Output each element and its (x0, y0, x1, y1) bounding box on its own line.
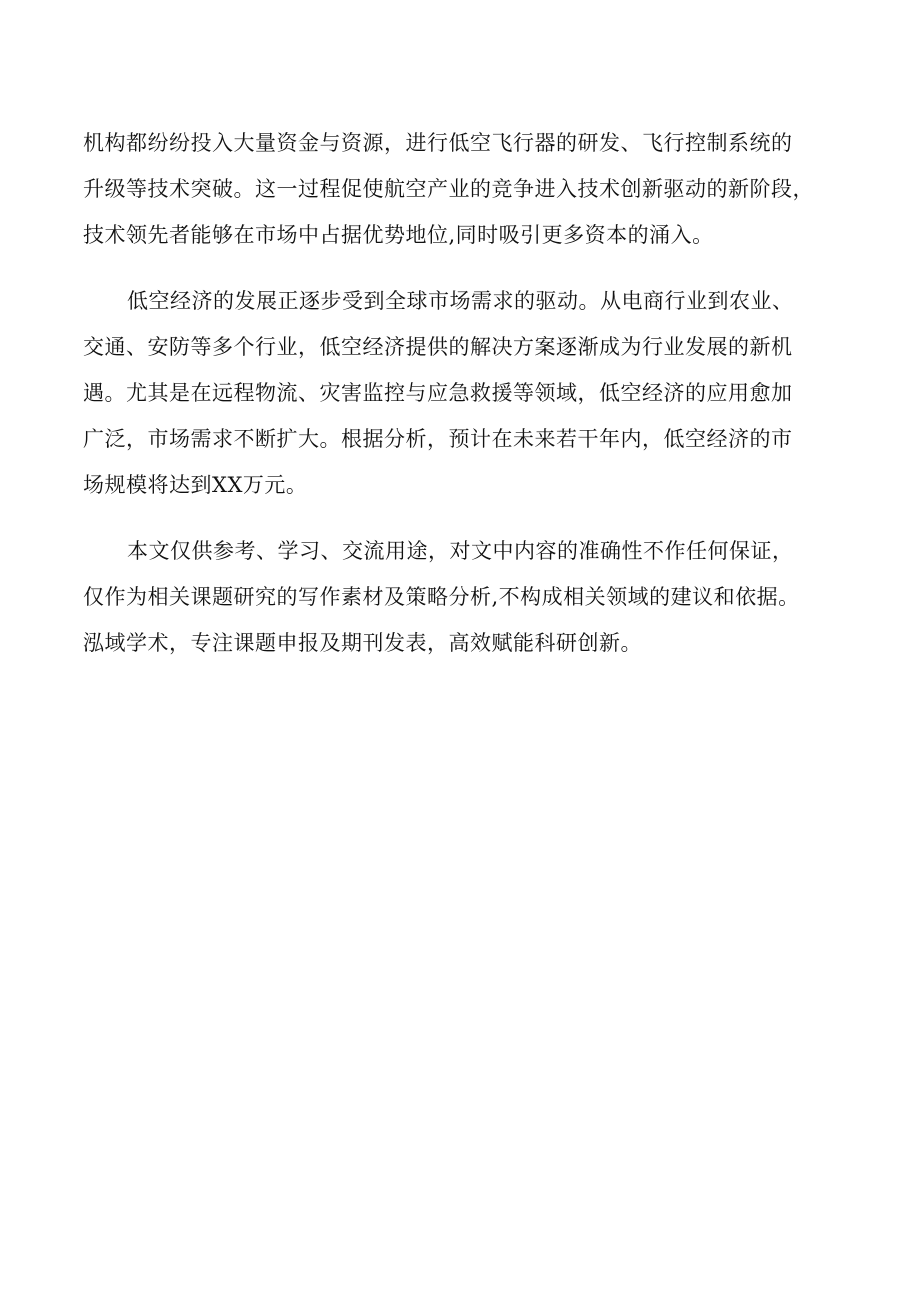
text-line: 本文仅供参考、学习、交流用途，对文中内容的准确性不作任何保证， (127, 539, 794, 563)
text-line: 场规模将达到XX万元。 (83, 473, 308, 497)
document-body (83, 120, 843, 686)
text-line: 遇。尤其是在远程物流、灾害监控与应急救援等领域，低空经济的应用愈加 (83, 381, 793, 405)
text-line: 广泛，市场需求不断扩大。根据分析，预计在未来若干年内，低空经济的市 (83, 427, 793, 451)
text-line: 机构都纷纷投入大量资金与资源，进行低空飞行器的研发、飞行控制系统的 (83, 131, 793, 155)
text-line: 交通、安防等多个行业，低空经济提供的解决方案逐渐成为行业发展的新机 (83, 335, 793, 359)
text-line: 升级等技术突破。这一过程促使航空产业的竞争进入技术创新驱动的新阶段， (83, 177, 814, 201)
paragraph-continuation (83, 120, 843, 258)
text-line: 技术领先者能够在市场中占据优势地位,同时吸引更多资本的涌入。 (83, 223, 714, 247)
paragraph-disclaimer (83, 528, 843, 666)
text-line: 仅作为相关课题研究的写作素材及策略分析,不构成相关领域的建议和依据。 (83, 585, 800, 609)
text-line: 泓域学术，专注课题申报及期刊发表，高效赋能科研创新。 (83, 631, 642, 655)
text-line: 低空经济的发展正逐步受到全球市场需求的驱动。从电商行业到农业、 (127, 289, 794, 313)
paragraph-market-demand (83, 278, 843, 508)
